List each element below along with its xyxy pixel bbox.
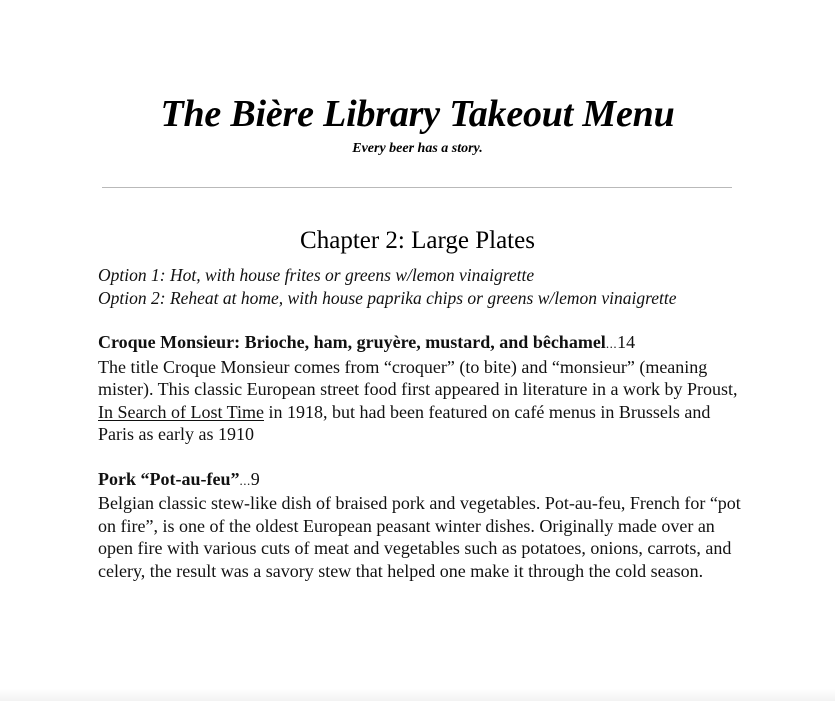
description-text-end: in 1918, but had been featured on café menus in Brussels and Paris as early as 1910 — [98, 401, 711, 444]
dish-croque-monsieur — [98, 331, 748, 446]
dish-name: Pork “Pot-au-feu” — [98, 468, 240, 489]
menu-content — [98, 264, 748, 582]
dish-header — [98, 331, 748, 356]
dish-price: 9 — [250, 468, 260, 489]
dish-pot-au-feu — [98, 468, 748, 583]
dish-price: 14 — [617, 332, 636, 352]
dish-description — [98, 356, 748, 446]
book-title-link[interactable]: In Search of Lost Time — [98, 401, 264, 422]
page-bottom-edge — [0, 689, 835, 701]
menu-tagline: Every beer has a story. — [352, 141, 483, 156]
price-separator: ... — [605, 336, 618, 351]
divider-line — [102, 187, 732, 188]
dish-header — [98, 468, 748, 493]
chapter-heading: Chapter 2: Large Plates — [300, 227, 535, 254]
menu-title: The Bière Library Takeout Menu — [160, 93, 675, 135]
option-line-2: Option 2: Reheat at home, with house paprika chips or greens w/lemon vinaigrette — [98, 287, 677, 308]
description-text: The title Croque Monsieur comes from “croquer” (to bite) and “monsieur” (meaning mister). This classic European street food first appeared in literature in a work by Proust, — [98, 356, 738, 399]
dish-name: Croque Monsieur: Brioche, ham, gruyère, mustard, and bêchamel — [98, 332, 606, 352]
dish-description: Belgian classic stew-like dish of braised pork and vegetables. Pot-au-feu, French for “pot on fire”, is one of the oldest European peasant winter dishes. Originally made over an open fire with various cuts of meat and vegetables such as potatoes, onions, carrots, and celery, the result was a savory stew that helped one make it through the cold season. — [98, 493, 741, 581]
price-separator: ... — [239, 472, 251, 488]
option-line-1: Option 1: Hot, with house frites or greens w/lemon vinaigrette — [98, 265, 535, 285]
